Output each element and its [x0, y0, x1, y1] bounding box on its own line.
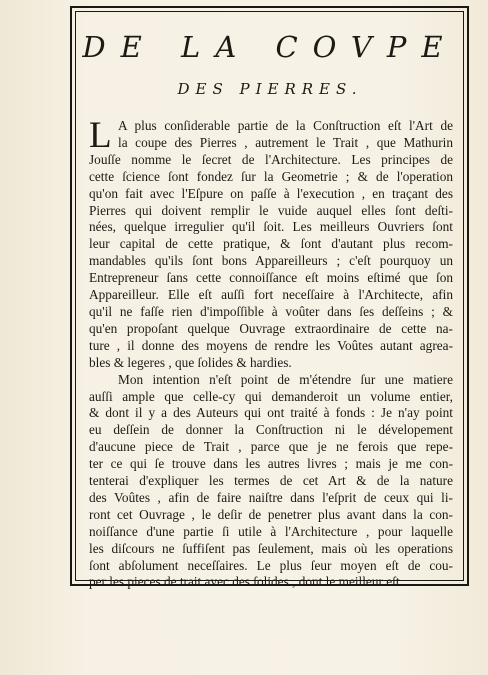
text-line: noiſſance d'une partie ſi utile à l'Architecture , pour laquelle [89, 523, 453, 539]
text-line: qu'il ne faſſe rien d'impoſſible à voûter dans ſes deſſeins ; & [89, 303, 453, 319]
text-line: d'aucune piece de Trait , parce que je ne ferois que repe- [89, 439, 453, 455]
text-line: ront cet Ouvrage , le deſir de penetrer plus avant dans la con- [89, 506, 453, 522]
text-line: eu deſſein de donner la Conſtruction ni le dévelopement [89, 422, 453, 438]
text-line: & dont il y a des Auteurs qui ont traité à fonds : Je n'ay point [89, 405, 453, 421]
page-subtitle: DES PIERRES. [177, 80, 363, 98]
text-line: ture , il donne des moyens de rendre les Voûtes autant agrea- [89, 337, 453, 353]
text-line: qu'on fait avec l'Eſpure on paſſe à l'execution , en traçant des [89, 185, 453, 201]
drop-cap: L [89, 115, 112, 156]
text-line: nées, quelque irregulier qu'il ſoit. Les meilleurs Ouvriers ſont [89, 219, 453, 235]
text-line: leur capital de cette pratique, & ſont d'autant plus recom- [89, 236, 453, 252]
page-title: DE LA COVPE [82, 30, 458, 64]
text-line: Appareilleur. Elle eſt auſſi fort neceſſaire à l'Architecte, afin [89, 287, 453, 303]
text-line: mandables qu'ils ſont bons Appareilleurs ; c'eſt pourquoy un [89, 253, 453, 269]
text-line: Entrepreneur ſans cette connoiſſance eſt moins eſtimé que ſon [89, 270, 453, 286]
text-line: auſſi ample que celle-cy qui demanderoit un volume entier, [89, 388, 453, 404]
text-line: bles & legeres , que ſolides & hardies. [89, 354, 292, 370]
text-line: Jouſſe nomme le ſecret de l'Architecture. Les principes de [89, 151, 453, 167]
text-line: ter ce qui ſe trouve dans les autres livres ; mais je me con- [89, 456, 453, 472]
text-line: per les pieces de trait avec des ſolides , dont le meilleur eſt [89, 574, 400, 590]
text-line: les diſcours ne ſuffiſent pas ſeulement, mais où les operations [89, 540, 453, 556]
paragraph [89, 372, 453, 592]
text-line: tenterai d'expliquer les termes de cet Art & de la nature [89, 473, 453, 489]
body-text [89, 115, 453, 591]
text-line: Mon intention n'eſt point de m'étendre ſur une matiere [118, 371, 453, 387]
text-line: la coupe des Pierres , autrement le Trait , que Mathurin [118, 134, 453, 150]
text-line: des Voûtes , afin de faire naiſtre dans l'eſprit de ceux qui li- [89, 489, 453, 505]
text-line: ſont abſolument neceſſaires. Le plus ſeur moyen eſt de cou- [89, 557, 453, 573]
text-line: A plus conſiderable partie de la Conſtruction eſt l'Art de [118, 118, 453, 133]
text-line: cette ſcience ſont fondez ſur la Geometrie ; & de l'operation [89, 168, 453, 184]
text-line: Pierres qui doivent remplir le vuide auquel elles ſont deſti- [89, 202, 453, 218]
text-line: qu'en propoſant quelque Ouvrage extraordinaire de cette na- [89, 320, 453, 336]
paragraph [89, 115, 453, 372]
